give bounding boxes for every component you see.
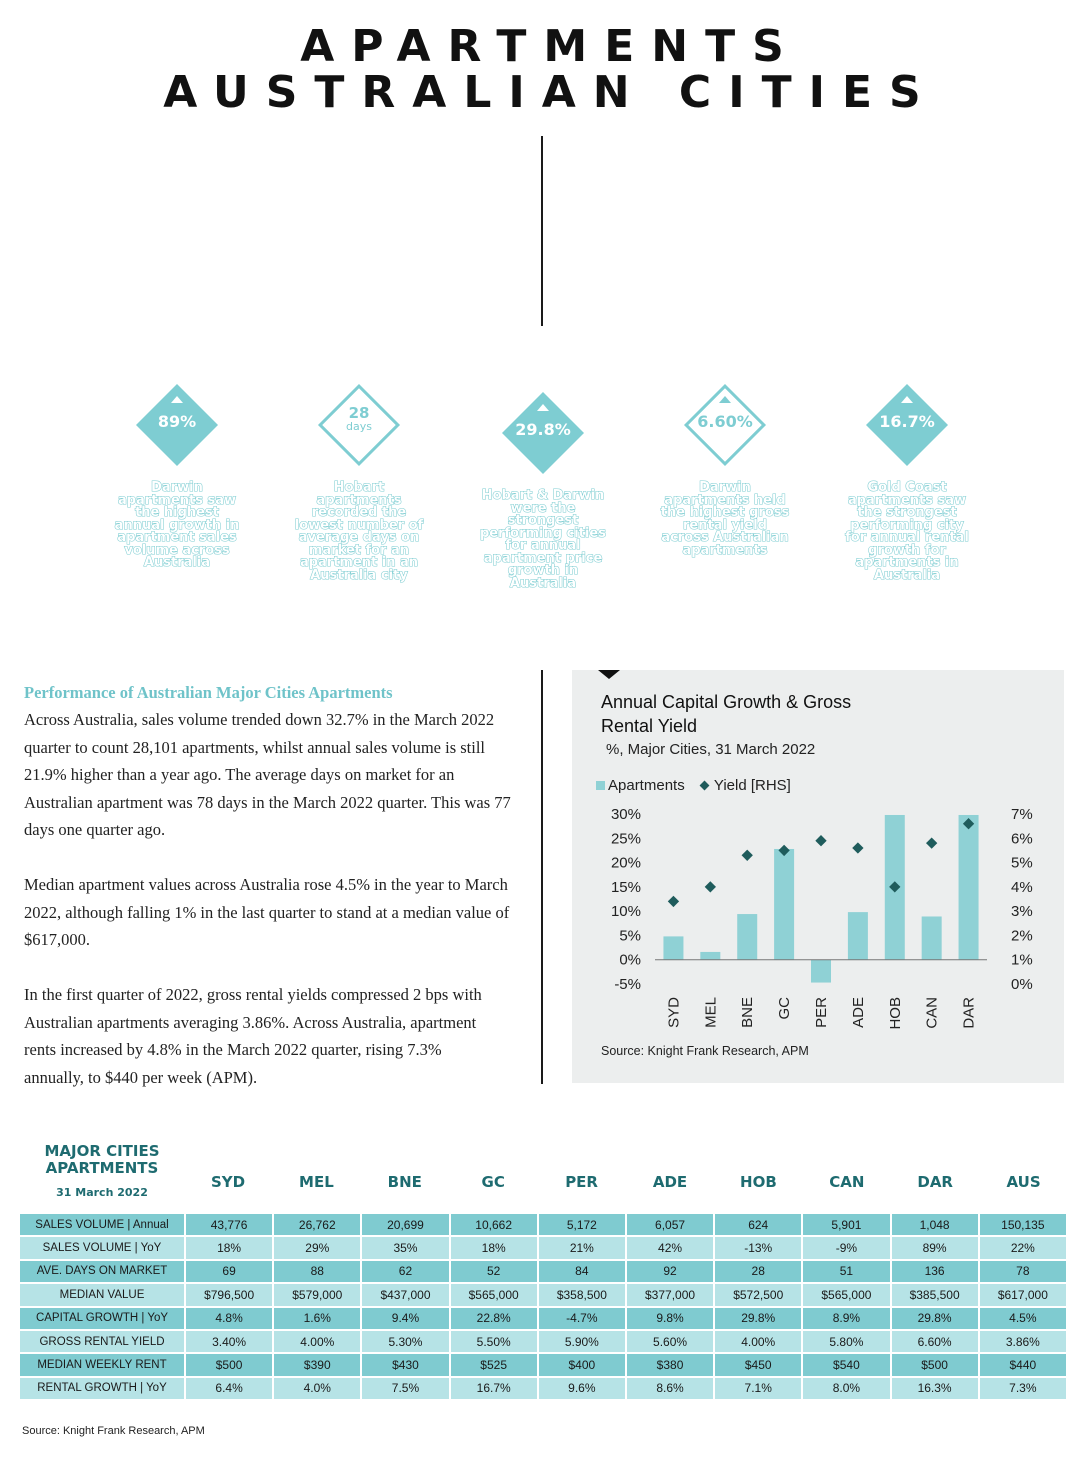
table-cell: 7.1% <box>714 1377 802 1400</box>
table-cell: $430 <box>361 1353 449 1376</box>
column-header-per: PER <box>565 1173 598 1191</box>
stat-number: 28 <box>348 404 370 422</box>
column-header-dar: DAR <box>917 1173 953 1191</box>
yield-marker-bne <box>742 850 753 861</box>
table-cell: 4.5% <box>979 1307 1067 1330</box>
table-row <box>19 1377 1067 1400</box>
down-arrow-icon <box>598 670 620 679</box>
table-cell: 3.86% <box>979 1330 1067 1353</box>
row-label: SALES VOLUME | Annual <box>19 1213 185 1236</box>
y-tick-label-right: 3% <box>1011 903 1033 921</box>
table-cell: 8.6% <box>626 1377 714 1400</box>
table-cell: 42% <box>626 1236 714 1259</box>
table-cell: 3.40% <box>185 1330 273 1353</box>
table-cell: $796,500 <box>185 1283 273 1306</box>
table-cell: -9% <box>802 1236 890 1259</box>
table-cell: 5,172 <box>538 1213 626 1236</box>
table-cell: 89% <box>891 1236 979 1259</box>
table-cell: $500 <box>185 1353 273 1376</box>
page-title-line-2: AUSTRALIAN CITIES <box>163 67 938 118</box>
y-tick-label-right: 6% <box>1011 830 1033 848</box>
yield-marker-per <box>815 835 826 846</box>
legend-swatch-apartments <box>596 781 605 790</box>
table-cell: $377,000 <box>626 1283 714 1306</box>
table-cell: $565,000 <box>802 1283 890 1306</box>
table-row <box>19 1236 1067 1259</box>
y-tick-label-left: 10% <box>610 903 641 921</box>
table-cell: 28 <box>714 1260 802 1283</box>
table-cell: $437,000 <box>361 1283 449 1306</box>
table-cell: 8.9% <box>802 1307 890 1330</box>
stat-description: Darwin apartments held the highest gross rental yield across Australian apartments <box>660 480 790 558</box>
table-row <box>19 1283 1067 1306</box>
table-row <box>19 1260 1067 1283</box>
chart-plot <box>572 800 1052 1035</box>
table-cell: 29% <box>273 1236 361 1259</box>
table-cell: 1.6% <box>273 1307 361 1330</box>
table-cell: 26,762 <box>273 1213 361 1236</box>
y-tick-label-left: 0% <box>619 951 641 969</box>
table-cell: 9.4% <box>361 1307 449 1330</box>
table-cell: $579,000 <box>273 1283 361 1306</box>
yield-marker-mel <box>705 881 716 892</box>
column-header-bne: BNE <box>387 1173 422 1191</box>
chart-subtitle: %, Major Cities, 31 March 2022 <box>606 741 816 758</box>
body-paragraph-2: Median apartment values across Australia rose 4.5% in the year to March 2022, although falling 1% in the last quarter to stand at a median value of $617,000. <box>24 875 510 949</box>
yield-marker-syd <box>668 896 679 907</box>
table-cell: 9.8% <box>626 1307 714 1330</box>
table-cell: 4.00% <box>714 1330 802 1353</box>
table-cell: 4.8% <box>185 1307 273 1330</box>
body-paragraph-1: Across Australia, sales volume trended down 32.7% in the March 2022 quarter to count 28,101 apartments, whilst annual sales volume is still 21.9% higher than a year ago. The average days on market for an Australian apartment was 78 days in the March 2022 quarter. This was 77 days one quarter ago. <box>24 710 511 839</box>
bar-mel <box>700 952 720 960</box>
page-title-line-1: APARTMENTS <box>300 21 801 72</box>
x-tick-label: MEL <box>702 997 720 1028</box>
table-cell: $500 <box>891 1353 979 1376</box>
y-tick-label-left: 25% <box>610 830 641 848</box>
table-cell: 22% <box>979 1236 1067 1259</box>
table-source: Source: Knight Frank Research, APM <box>22 1425 205 1437</box>
table-cell: 5.90% <box>538 1330 626 1353</box>
up-arrow-icon <box>171 396 183 403</box>
table-cell: $572,500 <box>714 1283 802 1306</box>
table-cell: $390 <box>273 1353 361 1376</box>
table-cell: 18% <box>185 1236 273 1259</box>
stat-value: 29.8% <box>515 420 571 439</box>
table-cell: 5.60% <box>626 1330 714 1353</box>
bar-per <box>811 960 831 983</box>
stat-value: 16.7% <box>879 412 935 431</box>
table-cell: 4.00% <box>273 1330 361 1353</box>
body-paragraph-3: In the first quarter of 2022, gross rental yields compressed 2 bps with Australian apartments averaging 3.86%. Across Australia, apartment rents increased by 4.8% in the March 2022 quarter, rising 7.3% annually, to $440 per week (APM). <box>24 985 482 1087</box>
table-cell: $400 <box>538 1353 626 1376</box>
x-tick-label: HOB <box>886 997 904 1030</box>
bar-can <box>922 916 942 959</box>
table-row <box>19 1213 1067 1236</box>
stat-description: Hobart apartments recorded the lowest number of average days on market for an apartment in an Australia city <box>294 480 424 583</box>
table-cell: 16.3% <box>891 1377 979 1400</box>
table-cell: 51 <box>802 1260 890 1283</box>
table-cell: 84 <box>538 1260 626 1283</box>
section-heading: Performance of Australian Major Cities Apartments <box>24 683 393 702</box>
y-tick-label-right: 4% <box>1011 878 1033 896</box>
table-cell: 69 <box>185 1260 273 1283</box>
table-cell: $617,000 <box>979 1283 1067 1306</box>
divider-line-top <box>541 136 543 326</box>
column-header-hob: HOB <box>740 1173 777 1191</box>
stat-value <box>292 406 426 433</box>
stat-description: Hobart & Darwin were the strongest performing cities for annual apartment price growth in Australia <box>479 488 606 591</box>
table-cell: 29.8% <box>891 1307 979 1330</box>
table-cell: 1,048 <box>891 1213 979 1236</box>
stat-value: 89% <box>157 412 197 431</box>
table-cell: 5,901 <box>802 1213 890 1236</box>
up-arrow-icon <box>901 396 913 403</box>
legend-label-apartments: Apartments <box>608 777 685 794</box>
table-cell: 5.30% <box>361 1330 449 1353</box>
table-cell: 18% <box>450 1236 538 1259</box>
table-date: 31 March 2022 <box>56 1186 148 1199</box>
table-cell: $540 <box>802 1353 890 1376</box>
table-cell: 8.0% <box>802 1377 890 1400</box>
table-cell: 88 <box>273 1260 361 1283</box>
divider-line-middle <box>541 670 543 1084</box>
bar-dar <box>959 815 979 960</box>
column-header-aus: AUS <box>1006 1173 1041 1191</box>
yield-marker-ade <box>852 842 863 853</box>
table-cell: 6,057 <box>626 1213 714 1236</box>
row-label: GROSS RENTAL YIELD <box>19 1330 185 1353</box>
bar-ade <box>848 912 868 960</box>
y-tick-label-left: 15% <box>610 878 641 896</box>
column-header-can: CAN <box>829 1173 865 1191</box>
row-label: MEDIAN VALUE <box>19 1283 185 1306</box>
table-cell: $358,500 <box>538 1283 626 1306</box>
table-cell: $385,500 <box>891 1283 979 1306</box>
stat-value: 6.60% <box>697 412 753 431</box>
row-label: CAPITAL GROWTH | YoY <box>19 1307 185 1330</box>
chart-legend <box>596 777 791 794</box>
table-cell: 624 <box>714 1213 802 1236</box>
x-tick-label: SYD <box>665 997 683 1028</box>
y-tick-label-right: 0% <box>1011 976 1033 993</box>
y-tick-label-right: 5% <box>1011 854 1033 872</box>
y-tick-label-left: 20% <box>610 854 641 872</box>
table-cell: 52 <box>450 1260 538 1283</box>
table-cell: 10,662 <box>450 1213 538 1236</box>
table-cell: 43,776 <box>185 1213 273 1236</box>
chart-title: Annual Capital Growth & Gross Rental Yield <box>601 692 852 736</box>
y-tick-label-left: 30% <box>610 806 641 823</box>
column-header-syd: SYD <box>210 1173 246 1191</box>
table-row <box>19 1307 1067 1330</box>
row-label: MEDIAN WEEKLY RENT <box>19 1353 185 1376</box>
x-tick-label: PER <box>813 997 830 1028</box>
x-tick-label: DAR <box>960 997 978 1029</box>
stat-unit: days <box>346 420 372 433</box>
legend-label-yield: Yield [RHS] <box>713 777 791 794</box>
bar-gc <box>774 849 794 960</box>
stat-description: Darwin apartments saw the highest annual growth in apartment sales volume across Australia <box>114 480 240 570</box>
table-cell: $450 <box>714 1353 802 1376</box>
y-tick-label-left: -5% <box>614 976 641 993</box>
stat-description: Gold Coast apartments saw the strongest performing city for annual rental growth for apartments in Australia <box>845 480 969 583</box>
table-cell: 9.6% <box>538 1377 626 1400</box>
table-cell: 16.7% <box>450 1377 538 1400</box>
yield-marker-can <box>926 837 937 848</box>
row-label: AVE. DAYS ON MARKET <box>19 1260 185 1283</box>
x-tick-label: BNE <box>739 997 757 1028</box>
table-cell: -13% <box>714 1236 802 1259</box>
column-header-gc: GC <box>481 1173 505 1191</box>
data-table <box>18 1212 1068 1401</box>
table-cell: 136 <box>891 1260 979 1283</box>
up-arrow-icon <box>719 396 731 403</box>
column-header-ade: ADE <box>652 1173 688 1191</box>
table-cell: 92 <box>626 1260 714 1283</box>
chart-source: Source: Knight Frank Research, APM <box>601 1044 809 1058</box>
table-cell: 7.5% <box>361 1377 449 1400</box>
table-cell: -4.7% <box>538 1307 626 1330</box>
table-cell: 6.60% <box>891 1330 979 1353</box>
table-cell: 20,699 <box>361 1213 449 1236</box>
y-tick-label-right: 1% <box>1011 951 1033 969</box>
table-cell: 21% <box>538 1236 626 1259</box>
table-cell: 78 <box>979 1260 1067 1283</box>
x-tick-label: CAN <box>923 997 941 1029</box>
table-cell: 6.4% <box>185 1377 273 1400</box>
table-cell: $525 <box>450 1353 538 1376</box>
column-header-mel: MEL <box>299 1173 334 1191</box>
table-cell: 35% <box>361 1236 449 1259</box>
row-label: SALES VOLUME | YoY <box>19 1236 185 1259</box>
y-tick-label-right: 7% <box>1011 806 1033 823</box>
table-cell: 62 <box>361 1260 449 1283</box>
table-cell: $565,000 <box>450 1283 538 1306</box>
table-row <box>19 1353 1067 1376</box>
table-cell: 4.0% <box>273 1377 361 1400</box>
legend-marker-yield <box>699 781 709 791</box>
y-tick-label-right: 2% <box>1011 927 1033 945</box>
bar-syd <box>663 936 683 959</box>
table-cell: 29.8% <box>714 1307 802 1330</box>
x-tick-label: GC <box>776 997 794 1020</box>
bar-bne <box>737 914 757 960</box>
up-arrow-icon <box>537 404 549 411</box>
table-cell: 22.8% <box>450 1307 538 1330</box>
row-label: RENTAL GROWTH | YoY <box>19 1377 185 1400</box>
table-cell: $380 <box>626 1353 714 1376</box>
table-row <box>19 1330 1067 1353</box>
table-cell: 150,135 <box>979 1213 1067 1236</box>
y-tick-label-left: 5% <box>619 927 641 945</box>
table-cell: 5.50% <box>450 1330 538 1353</box>
table-cell: $440 <box>979 1353 1067 1376</box>
table-cell: 7.3% <box>979 1377 1067 1400</box>
x-tick-label: ADE <box>849 997 867 1028</box>
table-title: MAJOR CITIES APARTMENTS <box>44 1142 160 1177</box>
table-cell: 5.80% <box>802 1330 890 1353</box>
